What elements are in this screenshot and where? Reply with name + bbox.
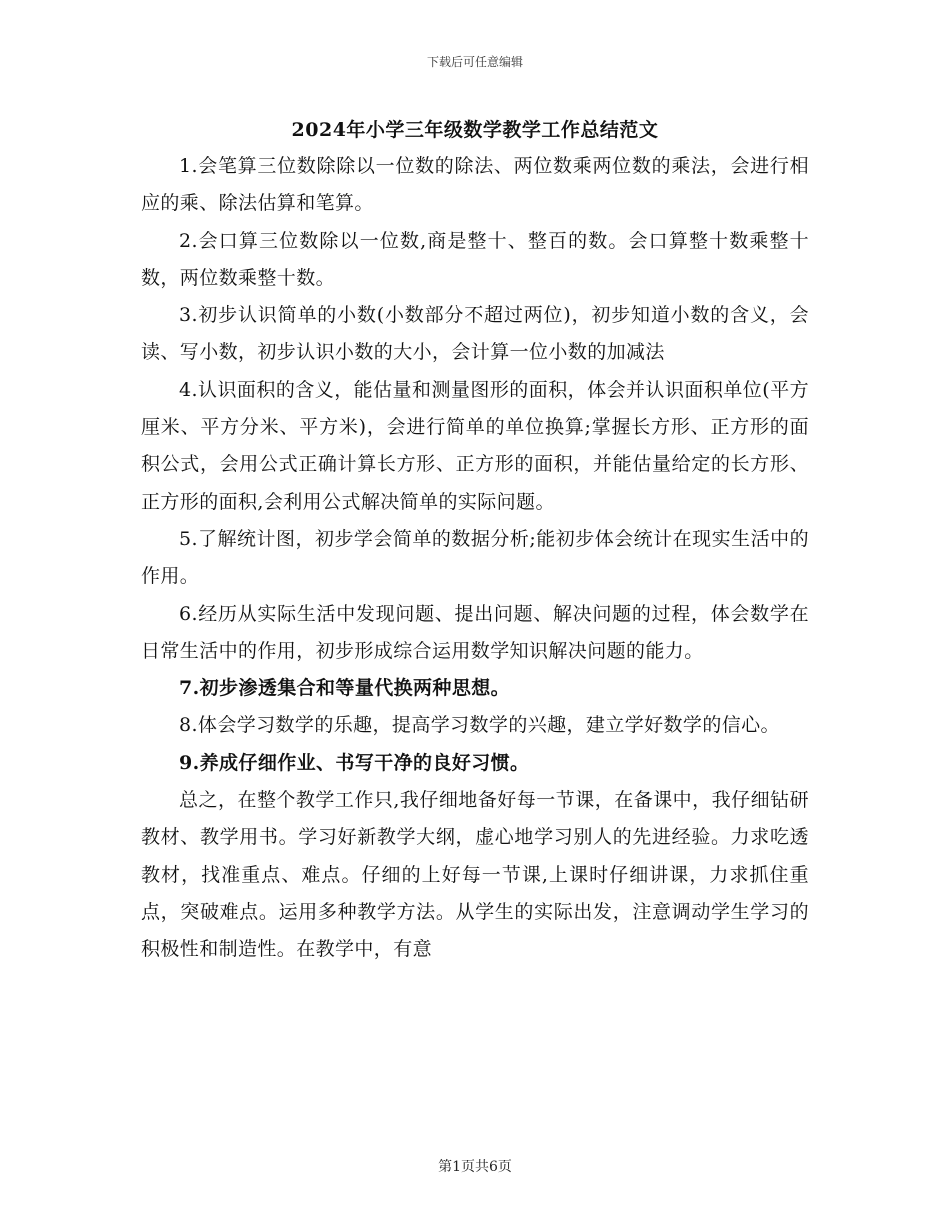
paragraph-item-9: 9.养成仔细作业、书写干净的良好习惯。 [179, 751, 530, 774]
page-number-footer: 第1页共6页 [438, 1159, 512, 1175]
paragraph-summary: 总之，在整个教学工作只,我仔细地备好每一节课，在备课中，我仔细钻研教材、教学用书。学习好新教学大纲，虚心地学习别人的先进经验。力求吃透教材，找准重点、难点。仔细的上好每一节课,上课时仔细讲课，力求抓住重点，突破难点。运用多种教学方法。从学生的实际出发，注意调动学生学习的积极性和制造性。在教学中，有意 [141, 789, 809, 961]
document-body [141, 148, 809, 969]
paragraph-item-1: 1.会笔算三位数除除以一位数的除法、两位数乘两位数的乘法，会进行相应的乘、除法估算和笔算。 [141, 155, 809, 215]
page-header: 下载后可任意编辑 [426, 55, 523, 69]
paragraph-item-8: 8.体会学习数学的乐趣，提高学习数学的兴趣，建立学好数学的信心。 [179, 714, 780, 737]
paragraph-item-2: 2.会口算三位数除以一位数,商是整十、整百的数。会口算整十数乘整十数，两位数乘整十数。 [141, 229, 809, 289]
paragraph-item-4: 4.认识面积的含义，能估量和测量图形的面积，体会并认识面积单位(平方厘米、平方分米、平方米)，会进行简单的单位换算;掌握长方形、正方形的面积公式，会用公式正确计算长方形、正方形的面积，并能估量给定的长方形、正方形的面积,会利用公式解决简单的实际问题。 [141, 378, 809, 513]
paragraph-item-5: 5.了解统计图，初步学会简单的数据分析;能初步体会统计在现实生活中的作用。 [141, 527, 809, 588]
document-title: 2024年小学三年级数学教学工作总结范文 [291, 119, 659, 141]
paragraph-item-6: 6.经历从实际生活中发现问题、提出问题、解决问题的过程，体会数学在日常生活中的作用，初步形成综合运用数学知识解决问题的能力。 [141, 602, 809, 662]
paragraph-item-7: 7.初步渗透集合和等量代换两种思想。 [179, 677, 511, 700]
paragraph-item-3: 3.初步认识简单的小数(小数部分不超过两位)，初步知道小数的含义，会读、写小数，初步认识小数的大小，会计算一位小数的加减法 [141, 304, 809, 364]
